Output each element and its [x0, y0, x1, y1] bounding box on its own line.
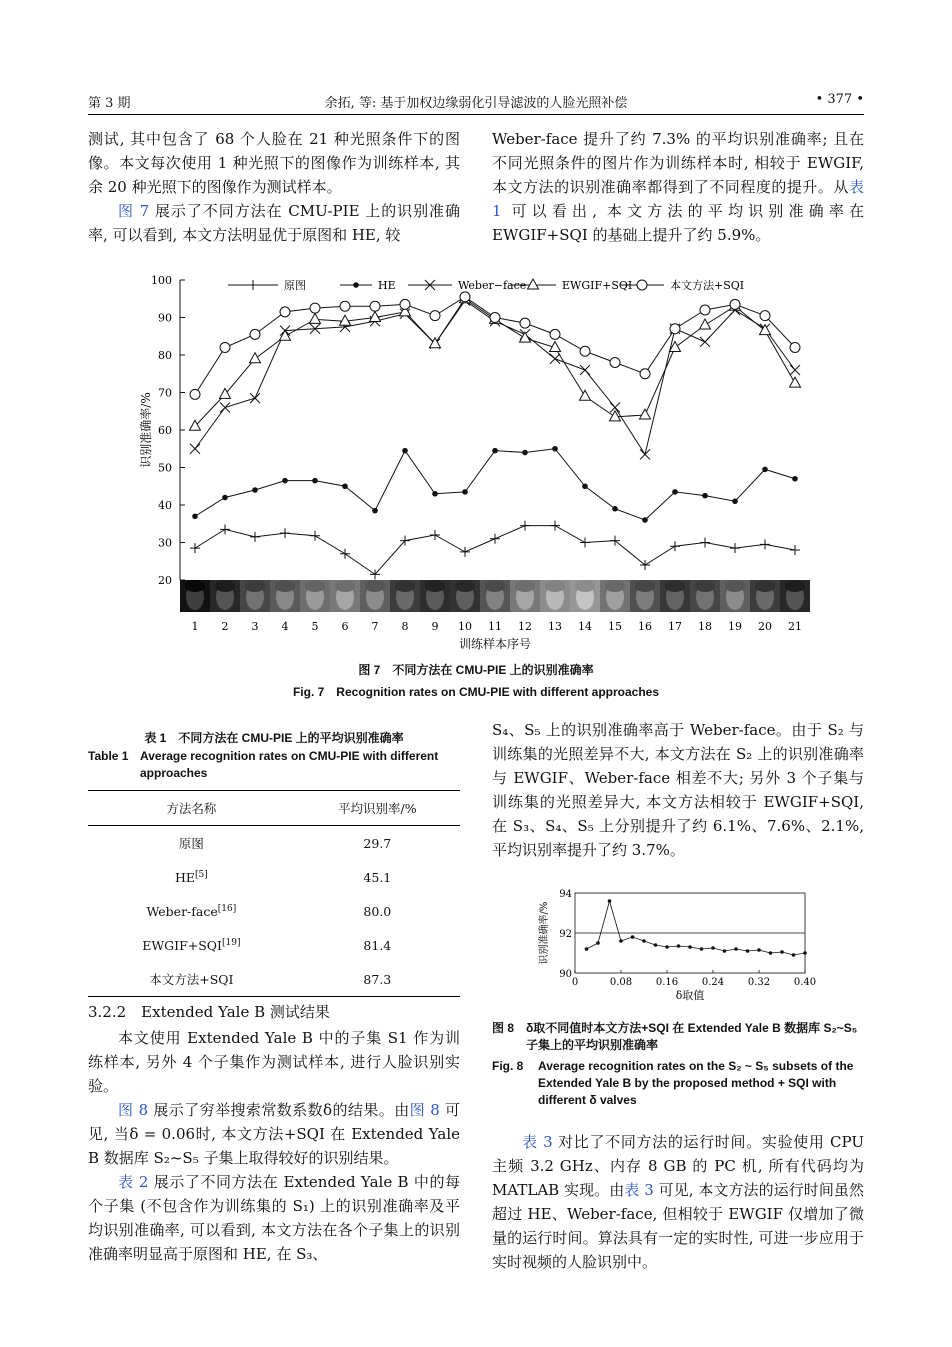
cell-method — [88, 894, 295, 928]
data-point — [608, 899, 612, 903]
face-thumbnail — [450, 580, 480, 612]
paragraph-text: 可见, 本文方法的运行时间虽然超过 HE、Weber-face, 但相较于 EWGIF 仅增加了微量的运行时间。算法具有一定的实时性, 可进一步应用于实时视频的人脸识别中。 — [492, 1181, 864, 1271]
header-rule — [88, 114, 864, 115]
legend-marker — [353, 282, 359, 288]
legend-item — [340, 279, 396, 292]
face-thumbnail — [510, 580, 540, 612]
data-point — [700, 305, 710, 315]
data-point — [803, 951, 807, 955]
table-header-row — [88, 791, 460, 826]
data-point — [792, 476, 798, 482]
data-point — [252, 487, 258, 493]
data-point — [640, 369, 650, 379]
data-point — [700, 538, 710, 548]
paragraph: 本文使用 Extended Yale B 中的子集 S1 作为训练样本, 另外 4 个子集作为测试样本, 进行人脸识别实验。 — [88, 1029, 460, 1095]
data-point — [790, 545, 800, 555]
legend-label: EWGIF+SQI — [562, 279, 633, 292]
x-axis-label: δ取值 — [675, 989, 705, 1002]
data-point — [672, 489, 678, 495]
data-point — [642, 517, 648, 523]
data-point — [732, 498, 738, 504]
data-point — [220, 343, 230, 353]
method-name: EWGIF+SQI — [142, 937, 222, 953]
face-thumbnail-strip — [180, 580, 810, 612]
data-point — [585, 947, 589, 951]
data-point — [790, 377, 801, 387]
data-point — [310, 303, 320, 313]
cell-rate: 87.3 — [363, 971, 392, 987]
x-tick-label: 12 — [518, 620, 532, 633]
data-point — [730, 299, 740, 309]
table-1-title-cn: 表 1 不同方法在 CMU-PIE 上的平均识别准确率 — [144, 731, 404, 745]
figure-caption-text: δ取不同值时本文方法+SQI 在 Extended Yale B 数据库 S₂~S₅ 子集上的平均识别准确率 — [526, 1021, 858, 1052]
face-thumbnail — [690, 580, 720, 612]
x-tick-label: 21 — [788, 620, 802, 633]
data-point — [700, 319, 711, 329]
data-point — [780, 950, 784, 954]
figure-ref-link[interactable]: 图 8 — [118, 1101, 149, 1119]
figure-label: Fig. 8 — [492, 1059, 524, 1073]
legend-marker — [528, 279, 539, 289]
series-0 — [190, 521, 800, 580]
cell-method — [88, 860, 295, 894]
data-point — [340, 301, 350, 311]
data-point — [490, 313, 500, 323]
y-tick-label: 100 — [151, 274, 172, 287]
method-name: HE — [174, 869, 195, 885]
legend-item — [510, 279, 632, 292]
data-point — [192, 513, 198, 519]
journal-running-title: 余拓, 等: 基于加权边缘弱化引导滤波的人脸光照补偿 — [324, 96, 628, 111]
y-tick-label: 50 — [158, 461, 172, 475]
face-thumbnail — [210, 580, 240, 612]
figure-ref-link[interactable]: 图 8 — [409, 1101, 440, 1119]
legend-marker — [637, 280, 647, 290]
method-name: 原图 — [178, 836, 204, 851]
face-thumbnail — [480, 580, 510, 612]
data-point — [580, 346, 590, 356]
paragraph — [88, 1098, 460, 1170]
paragraph-text: 展示了不同方法在 CMU-PIE 上的识别准确率, 可以看到, 本文方法明显优于原图和 HE, 较 — [88, 202, 460, 244]
legend-label: 原图 — [284, 279, 306, 292]
data-point — [619, 939, 623, 943]
figure-7-caption-en: Fig. 7 Recognition rates on CMU-PIE with different approaches — [292, 685, 660, 699]
method-name: 本文方法+SQI — [149, 972, 234, 987]
data-point — [190, 444, 200, 454]
legend-item — [228, 279, 306, 292]
figure-ref-link[interactable]: 图 7 — [118, 202, 150, 220]
x-tick-label: 10 — [458, 620, 472, 633]
face-thumbnail — [360, 580, 390, 612]
x-tick-label: 0.08 — [609, 977, 633, 988]
section-heading: 3.2.2 Extended Yale B 测试结果 — [88, 1003, 330, 1021]
data-point — [580, 538, 590, 548]
data-point — [220, 524, 230, 534]
issue-number: 第 3 期 — [88, 96, 131, 111]
cell-rate: 80.0 — [363, 903, 392, 919]
data-point — [612, 506, 618, 512]
data-point — [432, 491, 438, 497]
table-ref-link[interactable]: 表 3 — [624, 1181, 654, 1199]
table-ref-link[interactable]: 表 2 — [118, 1173, 149, 1191]
data-point — [220, 403, 230, 413]
legend — [228, 278, 744, 292]
cell-method — [88, 962, 295, 997]
x-tick-label: 1 — [191, 620, 199, 633]
table-ref-link[interactable]: 表 3 — [522, 1133, 553, 1151]
cell-rate: 81.4 — [363, 937, 392, 953]
series-1 — [192, 446, 798, 523]
data-point — [342, 483, 348, 489]
data-point — [762, 467, 768, 473]
table-1 — [88, 790, 460, 997]
series-line — [195, 449, 795, 520]
legend-label: 本文方法+SQI — [670, 279, 745, 292]
x-tick-label: 6 — [341, 620, 349, 633]
x-tick-label: 0.16 — [655, 977, 679, 988]
data-point — [282, 478, 288, 484]
data-point — [250, 393, 260, 403]
x-axis-label: 训练样本序号 — [458, 637, 532, 651]
y-axis-label: 识别准确率/% — [139, 392, 153, 468]
table-row — [88, 894, 460, 928]
face-thumbnail — [270, 580, 300, 612]
data-point — [670, 324, 680, 334]
table-label: Table 1 — [88, 749, 129, 763]
data-point — [688, 945, 692, 949]
series-line — [587, 901, 806, 955]
table-row — [88, 860, 460, 894]
y-tick-label: 80 — [158, 349, 172, 362]
data-point — [790, 365, 800, 375]
paragraph-text: Weber-face 提升了约 7.3% 的平均识别准确率; 且在不同光照条件的图片作为训练样本时, 相较于 EWGIF, 本文方法的识别准确率都得到了不同程度的提升。从 — [492, 130, 864, 196]
right-top-text — [492, 127, 864, 247]
data-point — [550, 521, 560, 531]
face-thumbnail — [660, 580, 690, 612]
figure-label: 图 8 — [492, 1021, 515, 1035]
data-point — [190, 389, 200, 399]
data-point — [520, 318, 530, 328]
x-tick-label: 13 — [548, 620, 562, 633]
figure-7-caption-cn: 图 7 不同方法在 CMU-PIE 上的识别准确率 — [358, 663, 594, 677]
cell-rate: 45.1 — [363, 869, 392, 885]
x-tick-label: 2 — [221, 620, 229, 633]
table-row — [88, 826, 460, 861]
data-point — [250, 353, 261, 363]
data-point — [340, 549, 350, 559]
running-header — [88, 92, 864, 114]
paragraph-text: 展示了不同方法在 Extended Yale B 中的每个子集 (不包含作为训练集的 S₁) 上的识别准确率及平均识别准确率, 可以看到, 本文方法在各个子集上的识别准确率明显高于原图和 HE, 在 S₃、 — [88, 1173, 460, 1263]
y-tick-label: 92 — [559, 929, 572, 940]
data-point — [760, 311, 770, 321]
y-tick-label: 70 — [158, 386, 172, 400]
y-tick-label: 20 — [158, 574, 172, 587]
x-tick-label: 7 — [371, 620, 379, 633]
data-point — [552, 446, 558, 452]
table-ref-link[interactable]: 表 1 — [492, 178, 864, 220]
data-point — [312, 478, 318, 484]
legend-label: HE — [378, 279, 396, 292]
data-point — [700, 337, 710, 347]
data-point — [760, 539, 770, 549]
face-thumbnail — [330, 580, 360, 612]
data-point — [250, 532, 260, 542]
data-point — [490, 534, 500, 544]
x-tick-label: 9 — [431, 620, 439, 633]
data-point — [631, 935, 635, 939]
face-thumbnail — [540, 580, 570, 612]
paragraph: S₄、S₅ 上的识别准确率高于 Weber-face。由于 S₂ 与训练集的光照差异不大, 本文方法在 S₂ 上的识别准确率与 EWGIF、Weber-face 相差不大; 另外 3 个子集与训练集的光照差异大, 本文方法相较于 EWGIF+SQI, 在 S₃、S₄、S₅ 上分别提升了约 6.1%、7.6%、2.1%, 平均识别率提升了约 3.7%。 — [492, 721, 864, 859]
data-point — [640, 560, 650, 570]
x-tick-label: 4 — [281, 620, 289, 633]
x-tick-label: 5 — [311, 620, 319, 633]
paragraph-text: 可见, 当δ = 0.06时, 本文方法+SQI 在 Extended Yale B 数据库 S₂~S₅ 子集上取得较好的识别结果。 — [88, 1101, 461, 1167]
x-tick-label: 0.40 — [793, 977, 817, 988]
figure-7-chart — [130, 268, 820, 658]
data-point — [769, 951, 773, 955]
paragraph-text: 对比了不同方法的运行时间。实验使用 CPU 主频 3.2 GHz、内存 8 GB 的 PC 机, 所有代码均为 MATLAB 实现。由 — [492, 1133, 864, 1199]
data-point — [222, 495, 228, 501]
column-header-method: 方法名称 — [166, 801, 217, 816]
x-tick-label: 0.24 — [701, 977, 725, 988]
face-thumbnail — [630, 580, 660, 612]
face-thumbnail — [240, 580, 270, 612]
x-tick-label: 15 — [608, 620, 622, 633]
data-point — [430, 530, 440, 540]
cell-method — [88, 928, 295, 962]
data-point — [402, 448, 408, 454]
data-point — [370, 301, 380, 311]
y-tick-label: 90 — [158, 311, 172, 325]
data-point — [640, 449, 650, 459]
legend-label: Weber−face — [458, 279, 527, 292]
x-tick-label: 17 — [668, 620, 682, 633]
data-point — [610, 358, 620, 368]
data-point — [520, 521, 530, 531]
paragraph-text: 展示了穷举搜索常数系数δ的结果。由 — [148, 1101, 410, 1119]
legend-marker — [248, 280, 258, 290]
data-point — [670, 541, 680, 551]
data-point — [310, 531, 320, 541]
data-point — [400, 299, 410, 309]
data-point — [522, 450, 528, 456]
data-point — [734, 947, 738, 951]
figure-8-caption-cn — [492, 1020, 864, 1054]
data-point — [280, 528, 290, 538]
citation-ref[interactable]: [19] — [222, 937, 241, 948]
data-point — [492, 448, 498, 454]
right-bottom-text — [492, 1130, 864, 1274]
y-tick-label: 94 — [559, 889, 572, 900]
figure-8-chart — [535, 885, 825, 1010]
data-point — [280, 330, 291, 340]
y-tick-label: 30 — [158, 536, 172, 550]
data-point — [746, 949, 750, 953]
x-tick-label: 8 — [401, 620, 409, 633]
data-point — [250, 329, 260, 339]
data-point — [550, 329, 560, 339]
data-point — [580, 365, 590, 375]
x-tick-label: 19 — [728, 620, 742, 633]
figure-8-caption-en — [492, 1058, 864, 1109]
face-thumbnail — [300, 580, 330, 612]
data-point — [711, 946, 715, 950]
method-name: Weber-face — [146, 903, 218, 919]
citation-ref[interactable]: [5] — [194, 869, 208, 880]
data-point — [340, 315, 351, 325]
page-number: • 377 • — [815, 92, 864, 107]
data-point — [550, 354, 560, 364]
left-top-text — [88, 127, 460, 247]
face-thumbnail — [780, 580, 810, 612]
data-point — [790, 343, 800, 353]
table-row — [88, 928, 460, 962]
figure-caption-text: Average recognition rates on the S₂ ~ S₅ subsets of the Extended Yale B by the proposed method + SQI with different δ valves — [538, 1059, 854, 1107]
data-point — [700, 947, 704, 951]
data-point — [280, 307, 290, 317]
table-title-text: Average recognition rates on CMU-PIE with different approaches — [140, 749, 439, 780]
data-point — [702, 493, 708, 499]
paragraph-text: 可以看出, 本文方法的平均识别准确率在 EWGIF+SQI 的基础上提升了约 5.9%。 — [492, 202, 864, 244]
left-bottom-text — [88, 1000, 460, 1266]
data-point — [677, 944, 681, 948]
citation-ref[interactable]: [16] — [217, 903, 237, 914]
legend-item — [620, 278, 744, 292]
data-point — [792, 953, 796, 957]
x-tick-label: 16 — [638, 620, 652, 633]
right-mid-text — [492, 718, 864, 862]
x-tick-label: 18 — [698, 620, 712, 633]
face-thumbnail — [750, 580, 780, 612]
x-tick-label: 0.32 — [747, 977, 771, 988]
data-point — [430, 311, 440, 321]
paragraph — [492, 1130, 864, 1274]
data-point — [190, 543, 200, 553]
data-point — [460, 292, 470, 302]
data-point — [372, 508, 378, 514]
face-thumbnail — [570, 580, 600, 612]
legend-item — [408, 279, 526, 292]
face-thumbnail — [420, 580, 450, 612]
y-tick-label: 90 — [559, 969, 572, 980]
paragraph — [88, 199, 460, 247]
data-point — [610, 536, 620, 546]
x-tick-label: 20 — [758, 620, 772, 633]
data-point — [610, 411, 621, 421]
cell-method — [88, 826, 295, 861]
cell-rate: 29.7 — [363, 835, 392, 851]
face-thumbnail — [600, 580, 630, 612]
paragraph — [492, 127, 864, 247]
face-thumbnail — [720, 580, 750, 612]
data-point — [582, 483, 588, 489]
x-tick-label: 11 — [488, 620, 502, 633]
y-axis-label: 识别准确率/% — [539, 901, 550, 965]
face-thumbnail — [390, 580, 420, 612]
data-point — [460, 547, 470, 557]
table-row — [88, 962, 460, 997]
data-point — [462, 489, 468, 495]
y-tick-label: 60 — [158, 424, 172, 437]
paragraph: 测试, 其中包含了 68 个人脸在 21 种光照条件下的图像。本文每次使用 1 种光照下的图像作为训练样本, 其余 20 种光照下的图像作为测试样本。 — [88, 130, 460, 196]
data-point — [723, 949, 727, 953]
series-0 — [585, 899, 807, 957]
data-point — [580, 390, 591, 400]
x-tick-label: 0 — [571, 977, 579, 988]
column-header-rate: 平均识别率/% — [338, 801, 417, 816]
data-point — [640, 409, 651, 419]
x-tick-label: 14 — [578, 620, 592, 633]
data-point — [654, 943, 658, 947]
data-point — [757, 948, 761, 952]
x-tick-label: 3 — [251, 620, 259, 633]
data-point — [730, 543, 740, 553]
data-point — [310, 313, 321, 323]
table-1-title-en — [88, 748, 460, 782]
paragraph — [88, 1170, 460, 1266]
y-tick-label: 40 — [158, 499, 172, 512]
data-point — [642, 939, 646, 943]
data-point — [596, 941, 600, 945]
face-thumbnail — [180, 580, 210, 612]
data-point — [665, 945, 669, 949]
